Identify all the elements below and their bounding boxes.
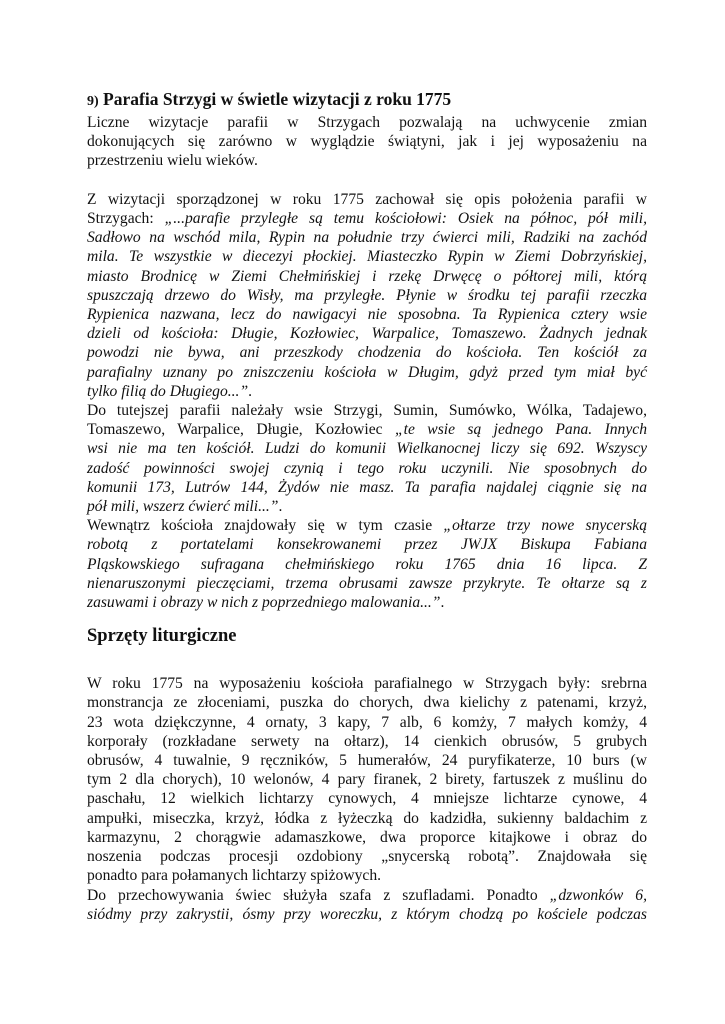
quote-line: wsi nie ma ten kościół. Ludzi do komunii Wielkanocnej liczy się 692. Wszyscy: [87, 440, 647, 458]
inventory-paragraph: [87, 674, 647, 885]
text-line: Liczne wizytacje parafii w Strzygach pozwalają na uchwycenie zmian: [87, 114, 647, 131]
quote-line: nienaruszonymi pieczęciami, trzema obrusami zawsze przykryte. Te ołtarze są z: [87, 574, 647, 592]
text-line: karmazynu, 2 chorągwie adamaszkowe, dwa proporce kitajkowe i obraz do: [87, 828, 647, 846]
text-line: Do tutejszej parafii należały wsie Strzygi, Sumin, Sumówko, Wólka, Tadajewo,: [87, 402, 647, 420]
text-line: 23 wota dziękczynne, 4 ornaty, 3 kapy, 7 alb, 6 komży, 7 małych komży, 4: [87, 713, 647, 731]
text-line: Tomaszewo, Warpalice, Długie, Kozłowiec „te wsie są jednego Pana. Innych: [87, 421, 647, 439]
text-line: noszenia podczas procesji ozdobiony „snycerską robotą”. Znajdowała się: [87, 848, 647, 866]
text-line: zasuwami i obrazy w nich z poprzedniego malowania...”.: [87, 594, 445, 612]
quote-line: dzieli od kościoła: Długie, Kozłowiec, Warpalice, Tomaszewo. Żadnych jednak: [87, 325, 647, 343]
text-line: pół mili, wszerz ćwierć mili...”.: [87, 498, 283, 516]
text-line: obrusów, 4 tuwalnie, 9 ręczników, 5 humerałów, 24 puryfikaterze, 10 burs (w: [87, 752, 647, 770]
quote-line: zadość powinności swojej czynią i tego roku uczynili. Nie sposobnych do: [87, 459, 647, 477]
text-line: tylko filią do Długiego...”.: [87, 382, 253, 400]
quote-line: robotą z portatelami konsekrowanemi przez JWJX Biskupa Fabiana: [87, 536, 647, 554]
quote-line: spuszczają drzewo do Wisły, ma przyległe. Płynie w środku tej parafii rzeczka: [87, 286, 647, 304]
quote-line: parafialny uznany po zniszczeniu kościoła w Długim, gdyż przed tym miał być: [87, 363, 647, 381]
bells-paragraph: [87, 886, 647, 924]
text-line: Wewnątrz kościoła znajdowały się w tym czasie „ołtarze trzy nowe snycerską: [87, 517, 647, 535]
quote-line: Pląskowskiego sufragana chełmińskiego roku 1765 dnia 16 lipca. Z: [87, 555, 647, 573]
quote-line: Rypienica nazwana, lecz do nawigacyi nie sposobna. Ta Rypienica cztery wsie: [87, 306, 647, 324]
text-line: monstrancja ze złoceniami, puszka do chorych, dwa kielichy z patenami, krzyż,: [87, 694, 647, 712]
section-heading: [87, 88, 647, 113]
text-line: ampułki, miseczka, krzyż, łódka z łyżeczką do kadzidła, sukienny baldachim z: [87, 809, 647, 827]
text-line: dokonujących się zarówno w wyglądzie świątyni, jak i jej wyposażeniu na: [87, 133, 647, 151]
quote-line: powodzi nie bywa, ani przeszkody chodzenia do kościoła. Ten kościół za: [87, 344, 647, 362]
section-title: Parafia Strzygi w świetle wizytacji z roku 1775: [103, 89, 452, 109]
text-line: W roku 1775 na wyposażeniu kościoła parafialnego w Strzygach były: srebrna: [87, 675, 647, 693]
quote-line: siódmy przy zakrystii, ósmy przy woreczku, z którym chodzą po kościele podczas: [87, 905, 647, 923]
text-line: przestrzeniu wielu wieków.: [87, 152, 258, 170]
section-number: 9): [87, 94, 99, 109]
villages-paragraph: [87, 401, 647, 516]
altars-paragraph: [87, 516, 647, 612]
text-line: Strzygach: „...parafie przyległe są temu kościołowi: Osiek na północ, pół mili,: [87, 210, 647, 227]
quote-line: miasto Brodnicę w Ziemi Chełmińskiej i rzekę Drwęcę o półtorej mili, którą: [87, 267, 647, 285]
subsection-heading: Sprzęty liturgiczne: [87, 626, 237, 647]
intro-paragraph: [87, 113, 647, 171]
visitation-paragraph: [87, 190, 647, 401]
text-line: Do przechowywania świec służyła szafa z szufladami. Ponadto „dzwonków 6,: [87, 886, 647, 904]
quote-line: Sadłowo na wschód mila, Rypin na południe trzy ćwierci mili, Radziki na zachód: [87, 229, 647, 247]
text-line: Z wizytacji sporządzonej w roku 1775 zachował się opis położenia parafii w: [87, 190, 647, 208]
text-line: tym 2 dla chorych), 10 welonów, 4 pary firanek, 2 birety, fartuszek z muślinu do: [87, 771, 647, 789]
text-line: ponadto para połamanych lichtarzy spiżowych.: [87, 867, 382, 885]
document-page: [87, 88, 647, 924]
quote-line: komunii 173, Lutrów 144, Żydów nie masz. Ta parafia najdalej ciągnie się na: [87, 478, 647, 496]
text-line: paschału, 12 wielkich lichtarzy cynowych, 4 mniejsze lichtarze cynowe, 4: [87, 790, 647, 808]
quote-line: mila. Te wszystkie w diecezyi płockiej. Miasteczko Rypin w Ziemi Dobrzyńskiej,: [87, 248, 647, 266]
text-line: korporały (rozkładane serwety na ołtarz), 14 cienkich obrusów, 5 grubych: [87, 732, 647, 750]
